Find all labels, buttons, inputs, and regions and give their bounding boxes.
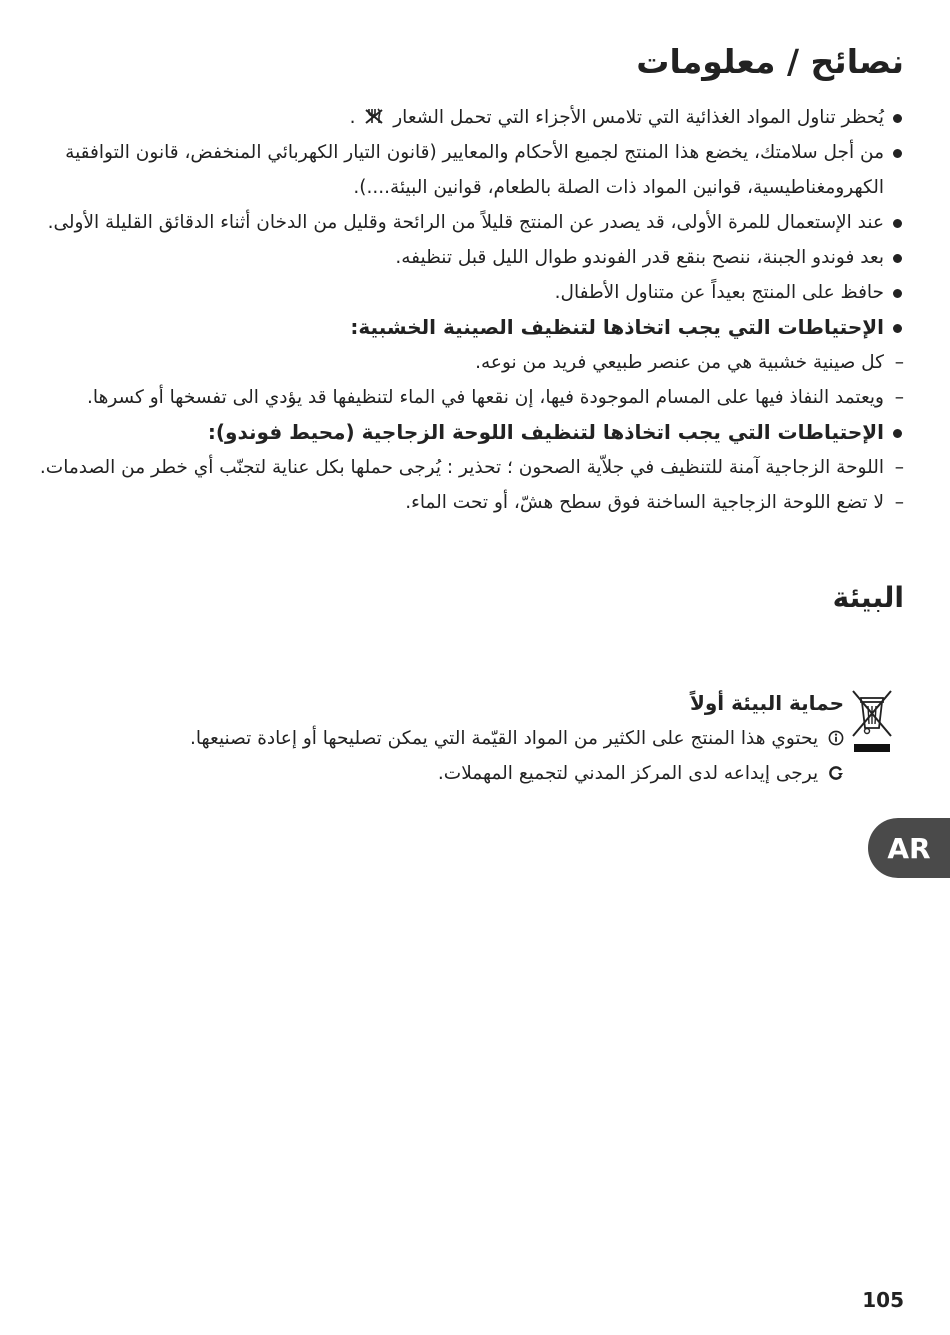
tip-bullet-first-use bbox=[36, 205, 904, 240]
tip-text: من أجل سلامتك، يخضع هذا المنتج لجميع الأحكام والمعايير (قانون التيار الكهربائي المنخفض، قانون التوافقية الكهرومغناطيسية، قوانين المواد ذات الصلة بالطعام، قوانين البيئة....). bbox=[65, 142, 884, 198]
glass-plate-heading-text: الإحتياطات التي يجب اتخاذها لتنظيف اللوحة الزجاجية (محيط فوندو): bbox=[207, 420, 884, 444]
environment-recycle-line bbox=[94, 756, 844, 791]
glass-plate-heading bbox=[36, 415, 904, 450]
tip-text: بعد فوندو الجبنة، ننصح بنقع قدر الفوندو طوال الليل قبل تنظيفه. bbox=[395, 247, 884, 268]
environment-title: البيئة bbox=[832, 581, 904, 614]
glass-plate-note-1 bbox=[36, 450, 904, 485]
language-tab bbox=[868, 818, 950, 878]
environment-recycle-text: يرجى إيداعه لدى المركز المدني لتجميع المهملات. bbox=[437, 763, 819, 784]
wood-tray-note-2 bbox=[36, 380, 904, 415]
tip-bullet-food-contact bbox=[36, 100, 904, 135]
language-tab-label: AR bbox=[887, 831, 931, 865]
environment-info-line bbox=[94, 721, 844, 756]
tip-text-end: . bbox=[349, 107, 356, 128]
tip-bullet-safety bbox=[36, 135, 904, 205]
environment-heading: حماية البيئة أولاً bbox=[689, 691, 844, 715]
crossed-fork-icon bbox=[364, 106, 384, 126]
tip-text: حافظ على المنتج بعيداً عن متناول الأطفال. bbox=[554, 282, 884, 303]
tip-text: يُحظر تناول المواد الغذائية التي تلامس الأجزاء التي تحمل الشعار bbox=[393, 107, 884, 128]
environment-lines bbox=[94, 686, 844, 791]
wood-tray-note-text: كل صينية خشبية هي من عنصر طبيعي فريد من نوعه. bbox=[475, 352, 884, 373]
tips-section bbox=[36, 100, 904, 520]
page-number: 105 bbox=[862, 1288, 904, 1312]
wood-tray-note-1 bbox=[36, 345, 904, 380]
tip-text: عند الإستعمال للمرة الأولى، قد يصدر عن المنتج قليلاً من الرائحة وقليل من الدخان أثناء الدقائق القليلة الأولى. bbox=[47, 212, 884, 233]
environment-section bbox=[94, 686, 894, 791]
recycle-arrow-icon bbox=[828, 765, 844, 781]
environment-info-text: يحتوي هذا المنتج على الكثير من المواد القيّمة التي يمكن تصليحها أو إعادة تصنيعها. bbox=[190, 728, 819, 749]
wood-tray-heading bbox=[36, 310, 904, 345]
wood-tray-note-text: ويعتمد النفاذ فيها على المسام الموجودة فيها، إن نقعها في الماء لتنظيفها قد يؤدي الى تفسخها أو كسرها. bbox=[87, 387, 884, 408]
tip-bullet-children bbox=[36, 275, 904, 310]
glass-plate-note-text: لا تضع اللوحة الزجاجية الساخنة فوق سطح هشّ، أو تحت الماء. bbox=[405, 492, 884, 513]
info-circle-icon bbox=[828, 730, 844, 746]
page-title: نصائح / معلومات bbox=[636, 42, 904, 81]
glass-plate-note-text: اللوحة الزجاجية آمنة للتنظيف في جلاّية الصحون ؛ تحذير : يُرجى حملها بكل عناية لتجنّب أي خطر من الصدمات. bbox=[39, 457, 884, 478]
glass-plate-note-2 bbox=[36, 485, 904, 520]
tip-bullet-cheese-fondue bbox=[36, 240, 904, 275]
wood-tray-heading-text: الإحتياطات التي يجب اتخاذها لتنظيف الصينية الخشبية: bbox=[350, 315, 884, 339]
crossed-out-wheelie-bin-icon bbox=[850, 688, 894, 754]
